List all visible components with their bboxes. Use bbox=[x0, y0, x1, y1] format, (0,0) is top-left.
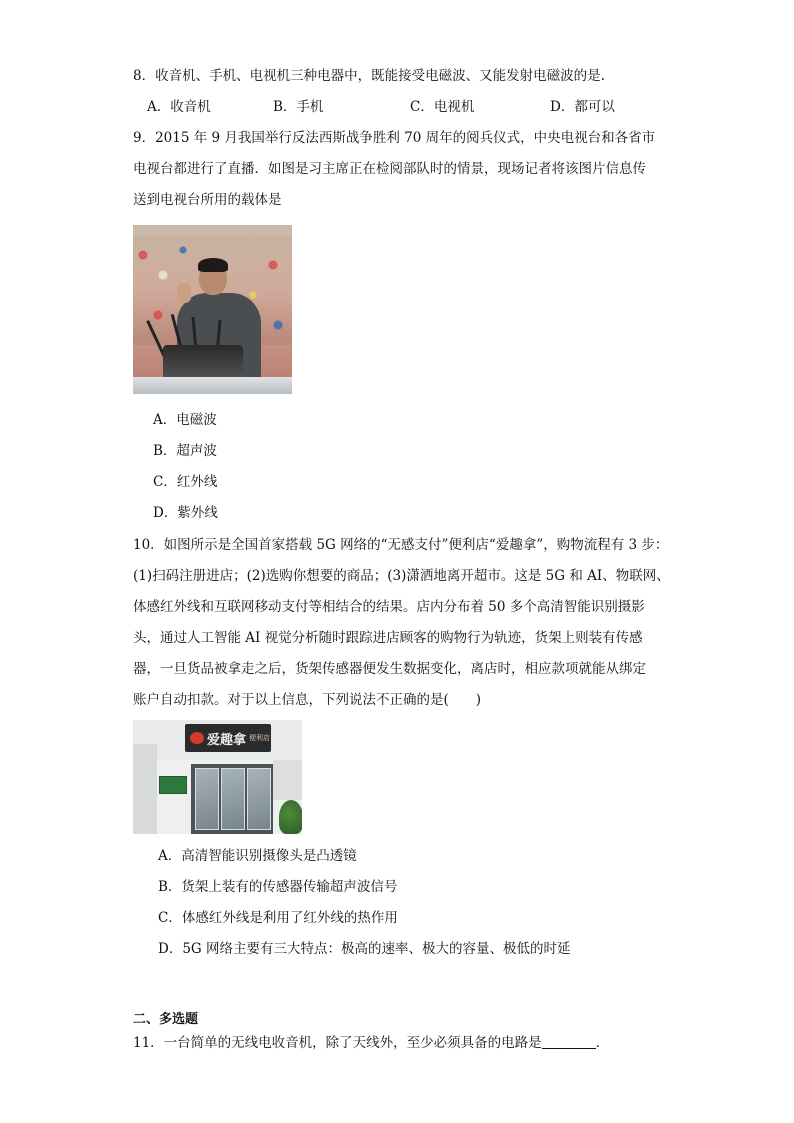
door-pane bbox=[247, 768, 271, 830]
q10-stem-line-2: (1)扫码注册进店；(2)选购你想要的商品；(3)潇洒地离开超市。这是 5G 和 AI、物联网、 bbox=[133, 568, 670, 584]
q10-option-b: B．货架上装有的传感器传输超声波信号 bbox=[158, 879, 398, 895]
q10-option-d: D．5G 网络主要有三大特点：极高的速率、极大的容量、极低的时延 bbox=[158, 941, 571, 957]
q9-option-a: A．电磁波 bbox=[153, 412, 217, 428]
q8-stem: 8．收音机、手机、电视机三种电器中，既能接受电磁波、又能发射电磁波的是. bbox=[133, 68, 605, 84]
person-hair bbox=[198, 258, 228, 272]
q10-stem-line-5: 器，一旦货品被拿走之后，货架传感器便发生数据变化，离店时，相应款项就能从绑定 bbox=[133, 661, 646, 677]
section-title: 二、多选题 bbox=[133, 1012, 199, 1027]
store-glass-door bbox=[191, 764, 273, 834]
store-sign-text: 爱趣拿 bbox=[207, 733, 247, 748]
answer-blank[interactable] bbox=[542, 1034, 596, 1049]
waving-hand bbox=[177, 283, 191, 303]
store-photo bbox=[133, 720, 302, 834]
store-sign bbox=[185, 724, 271, 752]
q9-option-c: C．红外线 bbox=[153, 474, 218, 490]
parade-photo bbox=[133, 225, 292, 394]
q10-stem-line-4: 头，通过人工智能 AI 视觉分析随时跟踪进店顾客的购物行为轨迹，货架上则装有传感 bbox=[133, 630, 643, 646]
q10-option-c: C．体感红外线是利用了红外线的热作用 bbox=[158, 910, 398, 926]
q10-stem-line-6: 账户自动扣款。对于以上信息，下列说法不正确的是( ) bbox=[133, 692, 482, 708]
q11-stem bbox=[133, 1033, 609, 1053]
q10-stem-line-1: 10．如图所示是全国首家搭载 5G 网络的“无感支付”便利店“爱趣拿”，购物流程有 3 步： bbox=[133, 537, 669, 553]
q11-end: ． bbox=[595, 1035, 610, 1051]
vehicle-edge bbox=[133, 377, 292, 394]
q8-option-b: B．手机 bbox=[273, 99, 324, 115]
green-notice-board bbox=[159, 776, 187, 794]
q9-option-d: D．紫外线 bbox=[153, 505, 218, 521]
q9-stem-line-2: 电视台都进行了直播．如图是习主席正在检阅部队时的情景，现场记者将该图片信息传 bbox=[133, 161, 646, 177]
q9-stem-line-1: 9．2015 年 9 月我国举行反法西斯战争胜利 70 周年的阅兵仪式，中央电视台和各省市 bbox=[133, 130, 656, 146]
q10-stem-line-3: 体感红外线和互联网移动支付等相结合的结果。店内分布着 50 多个高清智能识别摄影 bbox=[133, 599, 645, 615]
store-column bbox=[273, 760, 302, 800]
q10-option-a: A．高清智能识别摄像头是凸透镜 bbox=[158, 848, 357, 864]
q9-option-b: B．超声波 bbox=[153, 443, 217, 459]
store-sign-subtext: 便利店 bbox=[249, 734, 270, 742]
door-pane bbox=[195, 768, 219, 830]
q8-option-c: C．电视机 bbox=[410, 99, 475, 115]
store-column bbox=[133, 744, 157, 834]
potted-plant bbox=[279, 800, 302, 834]
q8-option-d: D．都可以 bbox=[550, 99, 615, 115]
microphone-stand bbox=[163, 345, 243, 381]
q8-option-a: A．收音机 bbox=[147, 99, 211, 115]
q9-stem-line-3: 送到电视台所用的载体是 bbox=[133, 192, 282, 208]
q11-stem-text: 11．一台简单的无线电收音机，除了天线外，至少必须具备的电路是 bbox=[133, 1035, 542, 1051]
store-logo-icon bbox=[190, 732, 204, 744]
door-pane bbox=[221, 768, 245, 830]
